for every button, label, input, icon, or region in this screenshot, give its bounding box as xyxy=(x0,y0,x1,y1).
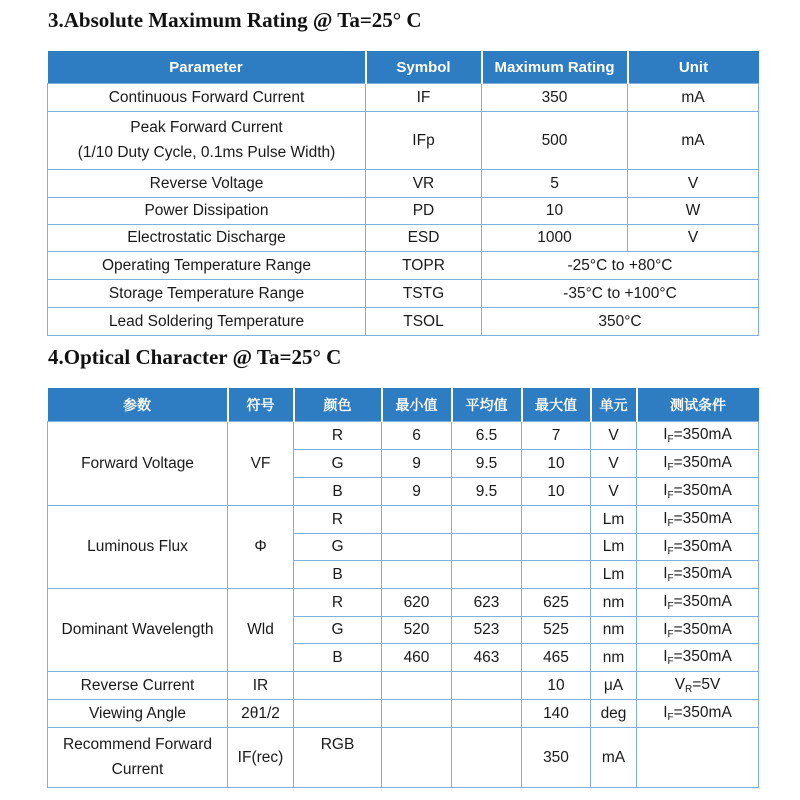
condition-cell xyxy=(637,728,759,788)
cond-main: I xyxy=(663,704,668,721)
table-header-row xyxy=(48,388,759,422)
param-cell: Storage Temperature Range xyxy=(48,280,366,308)
cond-rest: =350mA xyxy=(673,482,732,499)
avg-cell: 623 xyxy=(452,589,522,617)
cond-sub: F xyxy=(667,656,674,667)
table-row xyxy=(48,198,759,225)
min-cell xyxy=(382,700,452,728)
header-symbol: 符号 xyxy=(228,388,294,422)
symbol-cell: PD xyxy=(366,198,482,225)
color-cell: G xyxy=(294,617,382,644)
max-cell: 625 xyxy=(522,589,591,617)
min-cell: 6 xyxy=(382,422,452,450)
param-cell xyxy=(48,728,228,788)
condition-cell xyxy=(637,561,759,589)
color-cell: B xyxy=(294,561,382,589)
color-cell: G xyxy=(294,450,382,478)
max-cell: 350 xyxy=(482,84,628,112)
max-cell: 5 xyxy=(482,170,628,198)
cond-rest: =350mA xyxy=(673,454,732,471)
header-max: 最大值 xyxy=(522,388,591,422)
param-cell: Forward Voltage xyxy=(48,422,228,506)
cond-rest: =350mA xyxy=(673,537,732,555)
cond-main: I xyxy=(663,426,668,443)
cond-rest: =350mA xyxy=(673,565,732,582)
cond-rest: =350mA xyxy=(673,620,732,638)
unit-cell: mA xyxy=(591,728,637,788)
param-cell: Viewing Angle xyxy=(48,700,228,728)
unit-cell: V xyxy=(591,478,637,506)
symbol-cell: IFp xyxy=(366,112,482,170)
header-min: 最小值 xyxy=(382,388,452,422)
header-test-condition: 测试条件 xyxy=(637,388,759,422)
cond-sub: F xyxy=(667,573,674,584)
unit-cell: Lm xyxy=(591,534,637,561)
param-text: Peak Forward Current xyxy=(130,118,283,136)
symbol-cell: Wld xyxy=(228,589,294,672)
condition-cell xyxy=(637,534,759,561)
avg-cell xyxy=(452,506,522,534)
unit-cell: V xyxy=(628,225,759,252)
unit-cell: nm xyxy=(591,589,637,617)
avg-cell xyxy=(452,700,522,728)
cond-main: I xyxy=(663,454,668,471)
param-cell: Luminous Flux xyxy=(48,506,228,589)
header-symbol: Symbol xyxy=(366,51,482,84)
unit-cell: deg xyxy=(591,700,637,728)
avg-cell: 523 xyxy=(452,617,522,644)
cond-rest: =5V xyxy=(692,676,721,693)
param-text-line2: Current xyxy=(111,760,164,778)
symbol-cell: ESD xyxy=(366,225,482,252)
unit-cell: μA xyxy=(591,672,637,700)
symbol-cell: TOPR xyxy=(366,252,482,280)
symbol-cell: VF xyxy=(228,422,294,506)
max-cell: 10 xyxy=(522,478,591,506)
cond-sub: F xyxy=(667,601,674,612)
section-title-absolute-max: 3.Absolute Maximum Rating @ Ta=25° C xyxy=(48,8,422,32)
cond-main: I xyxy=(663,565,668,582)
avg-cell xyxy=(452,728,522,788)
avg-cell xyxy=(452,534,522,561)
symbol-cell: 2θ1/2 xyxy=(228,700,294,728)
table-row xyxy=(48,589,759,617)
table-row xyxy=(48,170,759,198)
max-cell: 525 xyxy=(522,617,591,644)
cond-main: I xyxy=(663,593,668,610)
header-avg: 平均值 xyxy=(452,388,522,422)
max-cell: 10 xyxy=(522,450,591,478)
max-cell: 7 xyxy=(522,422,591,450)
symbol-cell: IF xyxy=(366,84,482,112)
min-cell: 9 xyxy=(382,450,452,478)
table-row xyxy=(48,422,759,450)
table-row xyxy=(48,280,759,308)
param-cell: Lead Soldering Temperature xyxy=(48,308,366,336)
color-cell xyxy=(294,700,382,728)
color-cell xyxy=(294,672,382,700)
avg-cell: 463 xyxy=(452,644,522,672)
param-note: (1/10 Duty Cycle, 0.1ms Pulse Width) xyxy=(77,143,336,161)
max-cell: 140 xyxy=(522,700,591,728)
min-cell: 9 xyxy=(382,478,452,506)
param-cell: Reverse Voltage xyxy=(48,170,366,198)
condition-cell xyxy=(637,672,759,700)
cond-sub: F xyxy=(667,545,674,557)
condition-cell xyxy=(637,617,759,644)
header-param: 参数 xyxy=(48,388,228,422)
condition-cell xyxy=(637,506,759,534)
cond-sub: R xyxy=(685,684,693,695)
unit-cell: V xyxy=(591,422,637,450)
range-cell: -35°C to +100°C xyxy=(482,280,759,308)
condition-cell xyxy=(637,700,759,728)
condition-cell xyxy=(637,644,759,672)
min-cell xyxy=(382,561,452,589)
param-cell xyxy=(48,112,366,170)
cond-sub: F xyxy=(667,712,674,723)
param-cell: Reverse Current xyxy=(48,672,228,700)
color-cell: R xyxy=(294,506,382,534)
cond-rest: =350mA xyxy=(673,704,732,721)
max-cell xyxy=(522,534,591,561)
max-cell: 500 xyxy=(482,112,628,170)
param-cell: Power Dissipation xyxy=(48,198,366,225)
min-cell: 620 xyxy=(382,589,452,617)
min-cell xyxy=(382,672,452,700)
cond-sub: F xyxy=(667,518,674,529)
cond-rest: =350mA xyxy=(673,593,732,610)
unit-cell: mA xyxy=(628,112,759,170)
table-header-row xyxy=(48,51,759,84)
avg-cell: 9.5 xyxy=(452,450,522,478)
range-cell: 350°C xyxy=(482,308,759,336)
cond-rest: =350mA xyxy=(673,510,732,527)
range-cell: -25°C to +80°C xyxy=(482,252,759,280)
max-cell: 465 xyxy=(522,644,591,672)
optical-character-table xyxy=(47,388,759,788)
param-cell: Continuous Forward Current xyxy=(48,84,366,112)
avg-cell: 6.5 xyxy=(452,422,522,450)
table-row xyxy=(48,252,759,280)
cond-sub: F xyxy=(667,628,674,640)
cond-main: I xyxy=(663,510,668,527)
unit-cell: mA xyxy=(628,84,759,112)
symbol-cell: IF(rec) xyxy=(228,728,294,788)
avg-cell: 9.5 xyxy=(452,478,522,506)
min-cell: 460 xyxy=(382,644,452,672)
min-cell: 520 xyxy=(382,617,452,644)
table-row xyxy=(48,84,759,112)
cond-main: I xyxy=(663,482,668,499)
header-unit: 单元 xyxy=(591,388,637,422)
color-cell: B xyxy=(294,478,382,506)
table-row xyxy=(48,308,759,336)
unit-cell: nm xyxy=(591,644,637,672)
symbol-cell: Φ xyxy=(228,506,294,589)
section-title-optical: 4.Optical Character @ Ta=25° C xyxy=(48,345,342,369)
cond-rest: =350mA xyxy=(673,648,732,665)
color-cell: G xyxy=(294,534,382,561)
table-row xyxy=(48,506,759,534)
max-cell xyxy=(522,506,591,534)
table-row xyxy=(48,672,759,700)
cond-sub: F xyxy=(667,490,674,501)
avg-cell xyxy=(452,672,522,700)
max-cell: 10 xyxy=(482,198,628,225)
cond-sub: F xyxy=(667,462,674,473)
max-cell xyxy=(522,561,591,589)
symbol-cell: TSOL xyxy=(366,308,482,336)
color-cell: R xyxy=(294,422,382,450)
condition-cell xyxy=(637,589,759,617)
table-row xyxy=(48,728,759,788)
param-cell: Operating Temperature Range xyxy=(48,252,366,280)
color-cell: R xyxy=(294,589,382,617)
header-parameter: Parameter xyxy=(48,51,366,84)
cond-rest: =350mA xyxy=(673,426,732,443)
symbol-cell: TSTG xyxy=(366,280,482,308)
header-unit: Unit xyxy=(628,51,759,84)
color-cell: RGB xyxy=(294,728,382,788)
max-cell: 10 xyxy=(522,672,591,700)
header-color: 颜色 xyxy=(294,388,382,422)
cond-main: I xyxy=(663,620,668,638)
table-row xyxy=(48,700,759,728)
avg-cell xyxy=(452,561,522,589)
unit-cell: V xyxy=(628,170,759,198)
condition-cell xyxy=(637,478,759,506)
max-cell: 350 xyxy=(522,728,591,788)
cond-main: V xyxy=(674,676,686,693)
condition-cell xyxy=(637,450,759,478)
cond-sub: F xyxy=(667,434,674,445)
unit-cell: W xyxy=(628,198,759,225)
cond-main: I xyxy=(663,648,668,665)
min-cell xyxy=(382,534,452,561)
symbol-cell: VR xyxy=(366,170,482,198)
min-cell xyxy=(382,506,452,534)
param-cell: Electrostatic Discharge xyxy=(48,225,366,252)
param-text-line1: Recommend Forward xyxy=(62,735,213,753)
unit-cell: Lm xyxy=(591,561,637,589)
cond-main: I xyxy=(663,537,668,555)
unit-cell: V xyxy=(591,450,637,478)
min-cell xyxy=(382,728,452,788)
unit-cell: Lm xyxy=(591,506,637,534)
table-row xyxy=(48,225,759,252)
color-cell: B xyxy=(294,644,382,672)
condition-cell xyxy=(637,422,759,450)
table-row xyxy=(48,112,759,170)
param-cell: Dominant Wavelength xyxy=(48,589,228,672)
symbol-cell: IR xyxy=(228,672,294,700)
absolute-max-rating-table xyxy=(47,51,759,336)
max-cell: 1000 xyxy=(482,225,628,252)
unit-cell: nm xyxy=(591,617,637,644)
header-max-rating: Maximum Rating xyxy=(482,51,628,84)
